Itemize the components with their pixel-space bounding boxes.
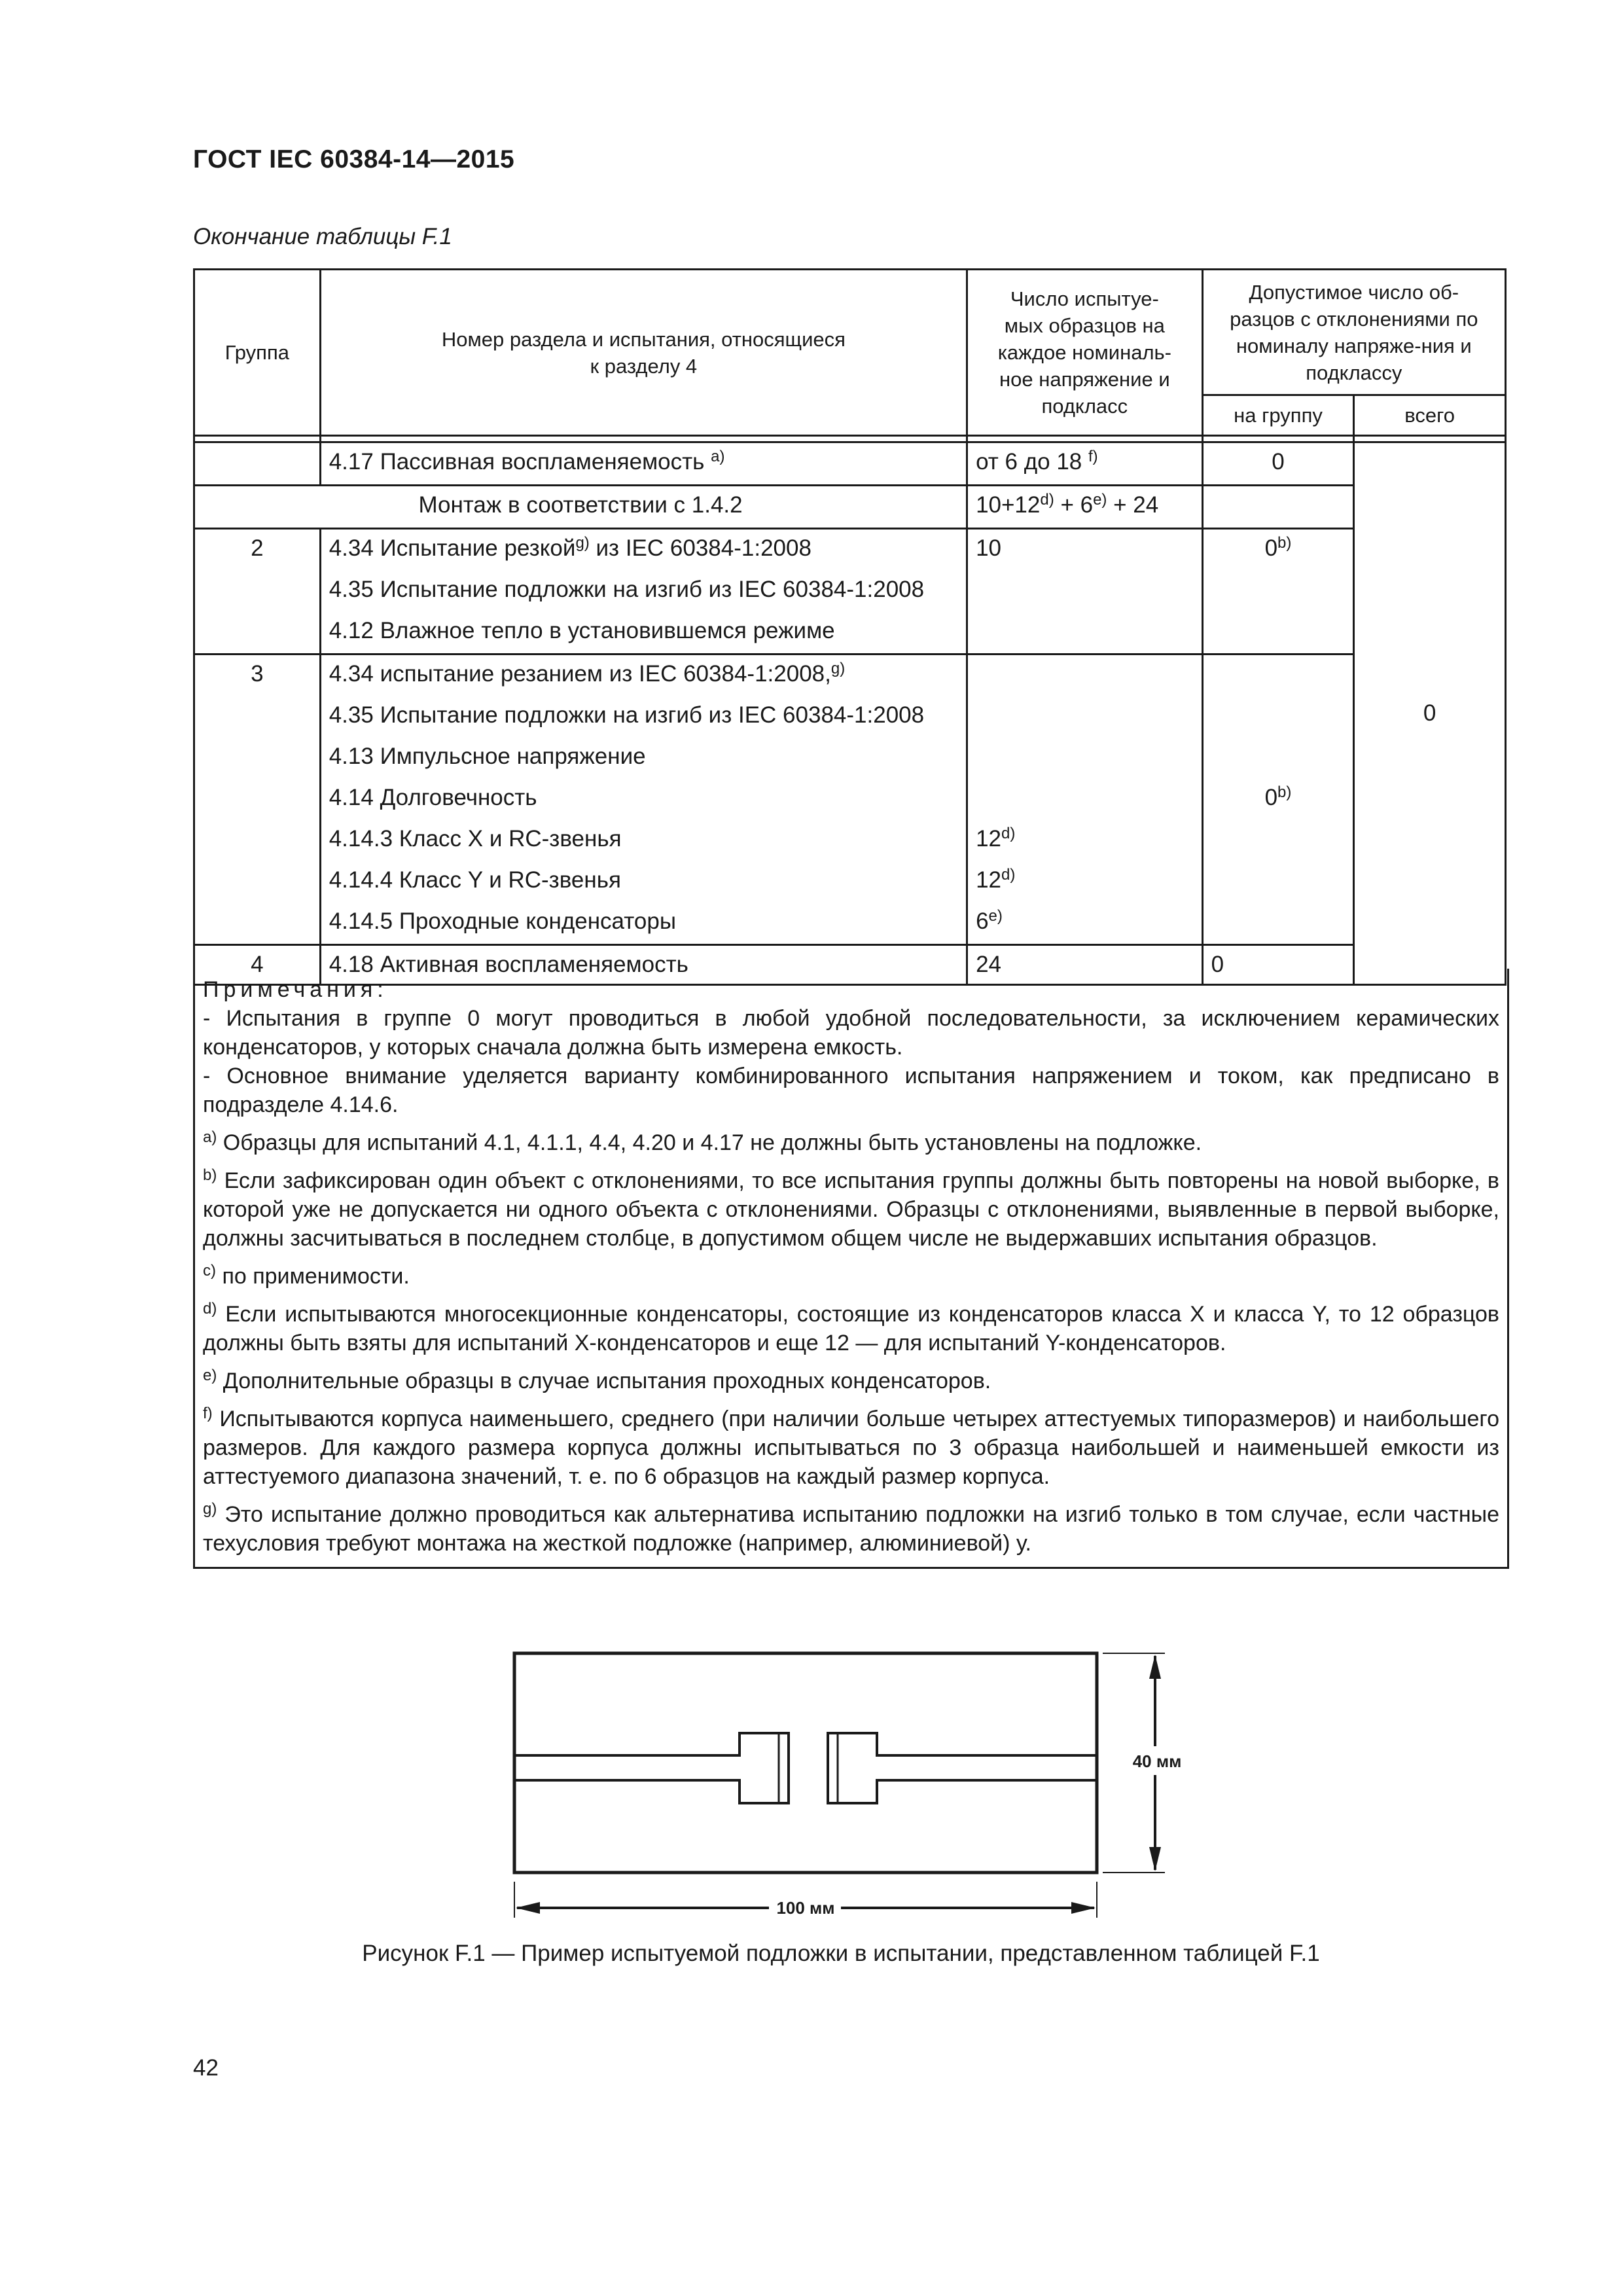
test-cell: 4.34 Испытание резкой$^{g)}$ из IEC 60384-1:2008 4.35 Испытание подложки на изгиб из IEC 60384-1:2008 4.12 Влажное тепло в установившемся режиме (320, 529, 967, 655)
count-cell: от 6 до 18 $^{f)}$ (967, 442, 1203, 486)
notes-title: Примечания: (203, 977, 388, 1002)
footnote-g: $^{g)}$ Это испытание должно проводиться как альтернатива испытанию подложки на изгиб только в том случае, если частные техусловия требуют монтажа на жесткой подложке (например, алюминиевой) у. (203, 1500, 1499, 1556)
col-header-allowed: Допустимое число об-разцов с отклонениями по номиналу напряже-ния и подклассу (1202, 270, 1505, 395)
document-header: ГОСТ IEC 60384-14—2015 (193, 145, 515, 173)
page-number: 42 (193, 2055, 219, 2081)
table-notes (193, 969, 1509, 1569)
per-group-cell: 0 (1202, 442, 1354, 486)
per-group-cell: 0$^{b)}$ (1202, 655, 1354, 945)
group-cell: 2 (194, 529, 321, 655)
col-header-count: Число испытуе-мых образцов на каждое номиналь-ное напряжение и подкласс (967, 270, 1203, 436)
footnote-c: $^{c)}$ по применимости. (203, 1262, 410, 1289)
width-dimension-label: 100 мм (776, 1898, 835, 1918)
footnote-f: $^{f)}$ Испытываются корпуса наименьшего, среднего (при наличии больше четырех аттестуемых типоразмеров) и наибольшего размеров. Для каждого размера корпуса должны испытываться по 3 образца наибольшей и наименьшей емкости из аттестуемого диапазона значений, т. е. по 6 образцов на каждый размер корпуса. (203, 1405, 1499, 1489)
mounting-cell: Монтаж в соответствии с 1.4.2 (194, 486, 967, 529)
group-cell: 3 (194, 655, 321, 945)
per-group-cell: 0 (1202, 945, 1354, 985)
count-cell: 10 (967, 529, 1203, 655)
col-header-section: Номер раздела и испытания, относящиеся к разделу 4 (320, 270, 967, 436)
test-cell: 4.34 испытание резанием из IEC 60384-1:2008,$^{g)}$ 4.35 Испытание подложки на изгиб из IEC 60384-1:2008 4.13 Импульсное напряжение 4.14 Долговечность 4.14.3 Класс X и RC-звенья 4.14.4 Класс Y и RC-звенья 4.14.5 Проходные конденсаторы (320, 655, 967, 945)
table-row (194, 529, 1506, 655)
total-cell: 0 (1354, 442, 1506, 985)
col-header-group: Группа (194, 270, 321, 436)
substrate-figure (510, 1649, 1204, 1924)
mounting-count-cell: $10+12^{d)} + 6^{e)} + 24$ (967, 486, 1203, 529)
arrow-up-icon (1149, 1655, 1161, 1679)
table-row (194, 442, 1506, 486)
count-cell: 24 (967, 945, 1203, 985)
group-cell (194, 442, 321, 486)
table-continuation-label: Окончание таблицы F.1 (193, 224, 452, 249)
table-row (194, 486, 1506, 529)
footnote-b: $^{b)}$ Если зафиксирован один объект с отклонениями, то все испытания группы должны быть повторены на новой выборке, в которой уже не допускается ни одного объекта с отклонениями. Образцы с отклонениями, выявленные в первой выборке, должны засчитываться в последнем столбце, в допустимом общем числе не выдержавших испытания образцов. (203, 1166, 1499, 1251)
test-cell: 4.18 Активная воспламеняемость (320, 945, 967, 985)
note-item: - Основное внимание уделяется варианту комбинированного испытания напряжением и током, как предписано в подразделе 4.14.6. (203, 1064, 1499, 1117)
note-item: - Испытания в группе 0 могут проводиться в любой удобной последовательности, за исключением керамических конденсаторов, у которых сначала должна быть измерена емкость. (203, 1006, 1499, 1060)
footnote-a: $^{a)}$ Образцы для испытаний 4.1, 4.1.1, 4.4, 4.20 и 4.17 не должны быть установлены на подложке. (203, 1128, 1202, 1155)
col-header-per-group: на группу (1202, 395, 1354, 436)
substrate-outline (514, 1653, 1097, 1873)
height-dimension-label: 40 мм (1132, 1751, 1182, 1771)
left-pad (514, 1733, 789, 1803)
figure-caption: Рисунок F.1 — Пример испытуемой подложки в испытании, представленном таблицей F.1 (362, 1941, 1320, 1966)
arrow-down-icon (1149, 1847, 1161, 1871)
arrow-left-icon (516, 1902, 540, 1914)
test-cell: 4.17 Пассивная воспламеняемость $^{a)}$ (320, 442, 967, 486)
col-header-total: всего (1354, 395, 1506, 436)
count-cell: 12$^{d)}$ 12$^{d)}$ 6$^{e)}$ (967, 655, 1203, 945)
test-table (193, 268, 1507, 986)
right-pad (828, 1733, 1097, 1803)
arrow-right-icon (1071, 1902, 1096, 1914)
footnote-d: $^{d)}$ Если испытываются многосекционные конденсаторы, состоящие из конденсаторов класса X и класса Y, то 12 образцов должны быть взяты для испытаний X-конденсаторов и еще 12 — для испытаний Y-конденсаторов. (203, 1300, 1499, 1355)
footnote-e: $^{e)}$ Дополнительные образцы в случае испытания проходных конденсаторов. (203, 1367, 991, 1393)
group-cell: 4 (194, 945, 321, 985)
per-group-cell: 0$^{b)}$ (1202, 529, 1354, 655)
table-row (194, 655, 1506, 945)
per-group-cell (1202, 486, 1354, 529)
